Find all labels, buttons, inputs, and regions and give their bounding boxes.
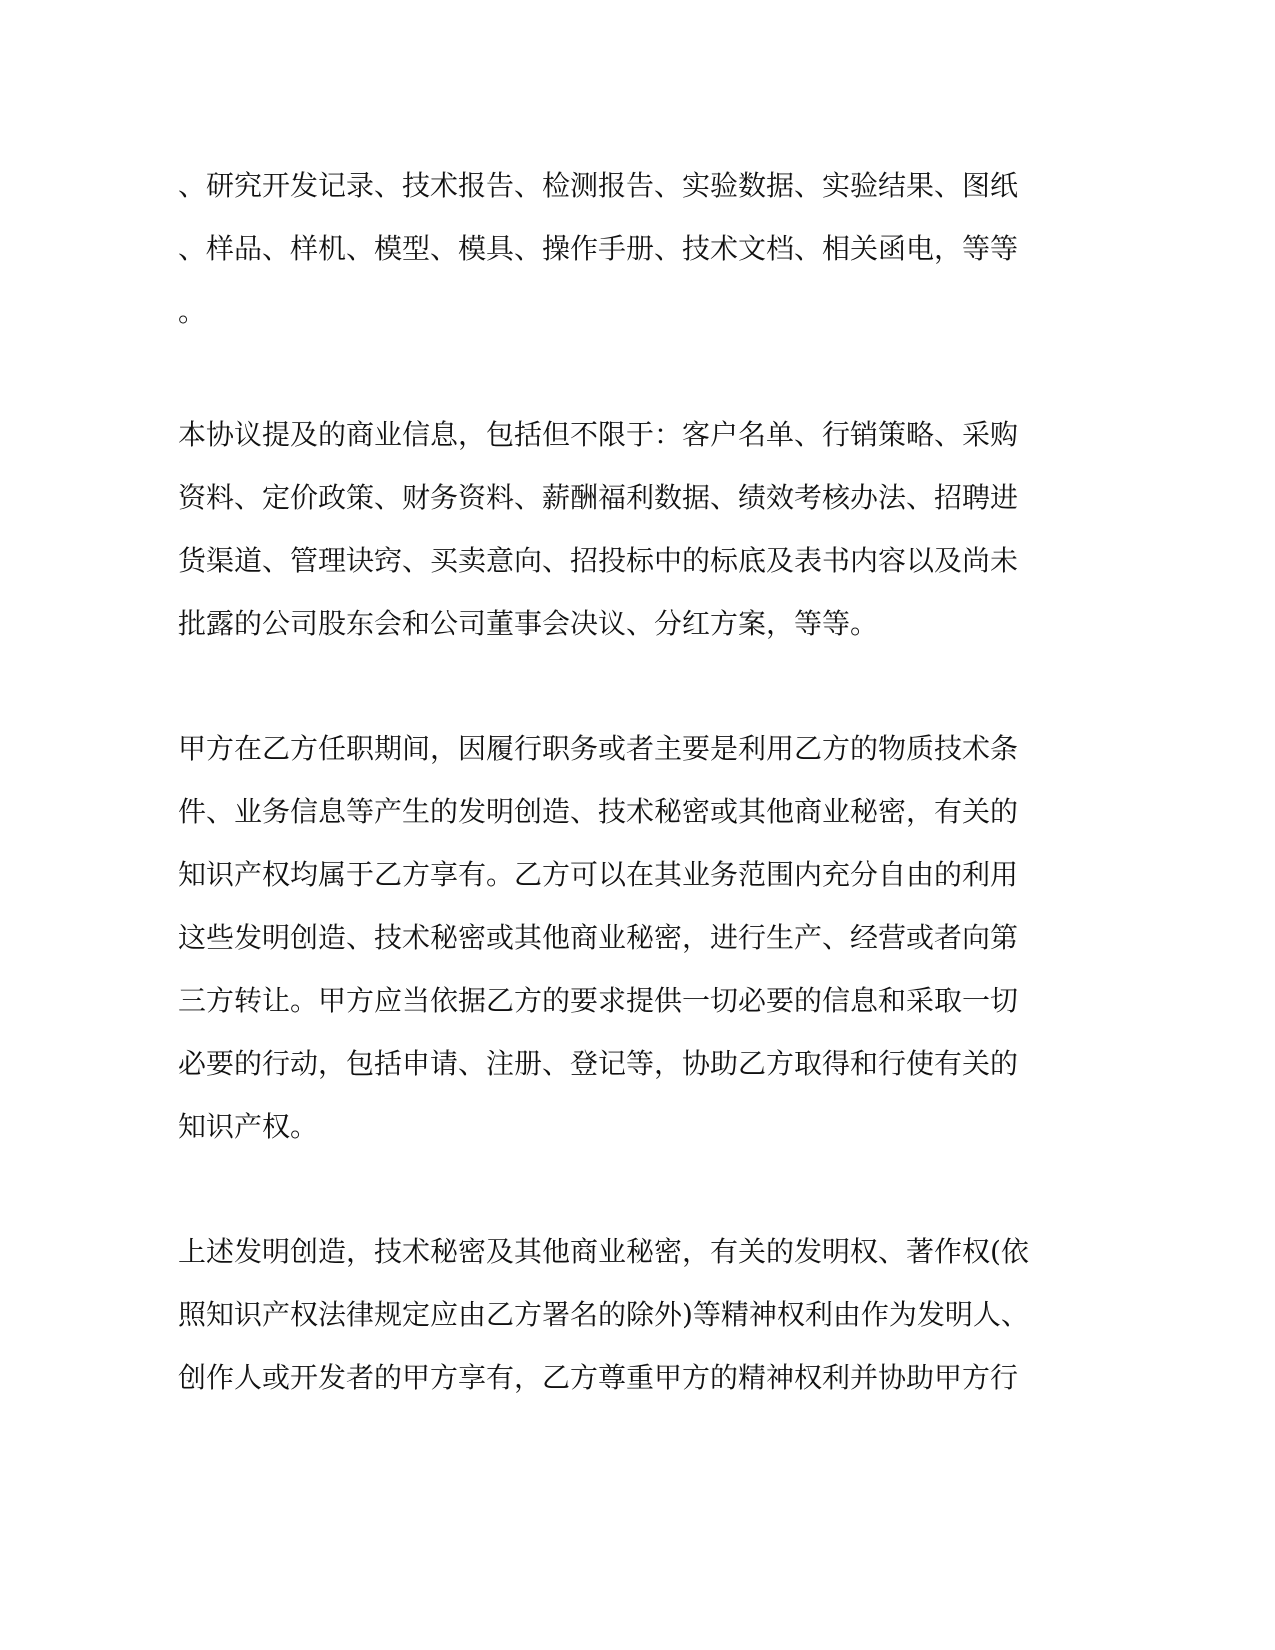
text-line: 货渠道、管理诀窍、买卖意向、招投标中的标底及表书内容以及尚未: [178, 544, 1019, 577]
text-line: 必要的行动，包括申请、注册、登记等，协助乙方取得和行使有关的: [178, 1047, 1019, 1080]
text-line: 本协议提及的商业信息，包括但不限于：客户名单、行销策略、采购: [178, 418, 1019, 451]
text-line: 资料、定价政策、财务资料、薪酬福利数据、绩效考核办法、招聘进: [178, 481, 1019, 514]
text-line: 上述发明创造，技术秘密及其他商业秘密，有关的发明权、著作权(依: [178, 1235, 1029, 1268]
text-line: 、研究开发记录、技术报告、检测报告、实验数据、实验结果、图纸: [178, 169, 1019, 202]
text-line: 甲方在乙方任职期间，因履行职务或者主要是利用乙方的物质技术条: [178, 732, 1019, 765]
text-line: 批露的公司股东会和公司董事会决议、分红方案，等等。: [178, 607, 879, 640]
paragraph-technical-info: [178, 154, 1058, 343]
text-line: 创作人或开发者的甲方享有，乙方尊重甲方的精神权利并协助甲方行: [178, 1361, 1019, 1394]
document-body: [178, 154, 1058, 1409]
paragraph-moral-rights: [178, 1220, 1058, 1409]
paragraph-ip-ownership: [178, 717, 1058, 1158]
paragraph-spacer: [178, 343, 1058, 403]
text-line: 三方转让。甲方应当依据乙方的要求提供一切必要的信息和采取一切: [178, 984, 1019, 1017]
text-line: 、样品、样机、模型、模具、操作手册、技术文档、相关函电，等等: [178, 232, 1019, 265]
text-line: 知识产权均属于乙方享有。乙方可以在其业务范围内充分自由的利用: [178, 858, 1019, 891]
text-line: 件、业务信息等产生的发明创造、技术秘密或其他商业秘密，有关的: [178, 795, 1019, 828]
text-line: 这些发明创造、技术秘密或其他商业秘密，进行生产、经营或者向第: [178, 921, 1019, 954]
text-line: 。: [178, 295, 207, 328]
paragraph-business-info: [178, 403, 1058, 655]
paragraph-spacer: [178, 655, 1058, 717]
text-line: 知识产权。: [178, 1110, 319, 1143]
paragraph-spacer: [178, 1158, 1058, 1220]
text-line: 照知识产权法律规定应由乙方署名的除外)等精神权利由作为发明人、: [178, 1298, 1029, 1331]
